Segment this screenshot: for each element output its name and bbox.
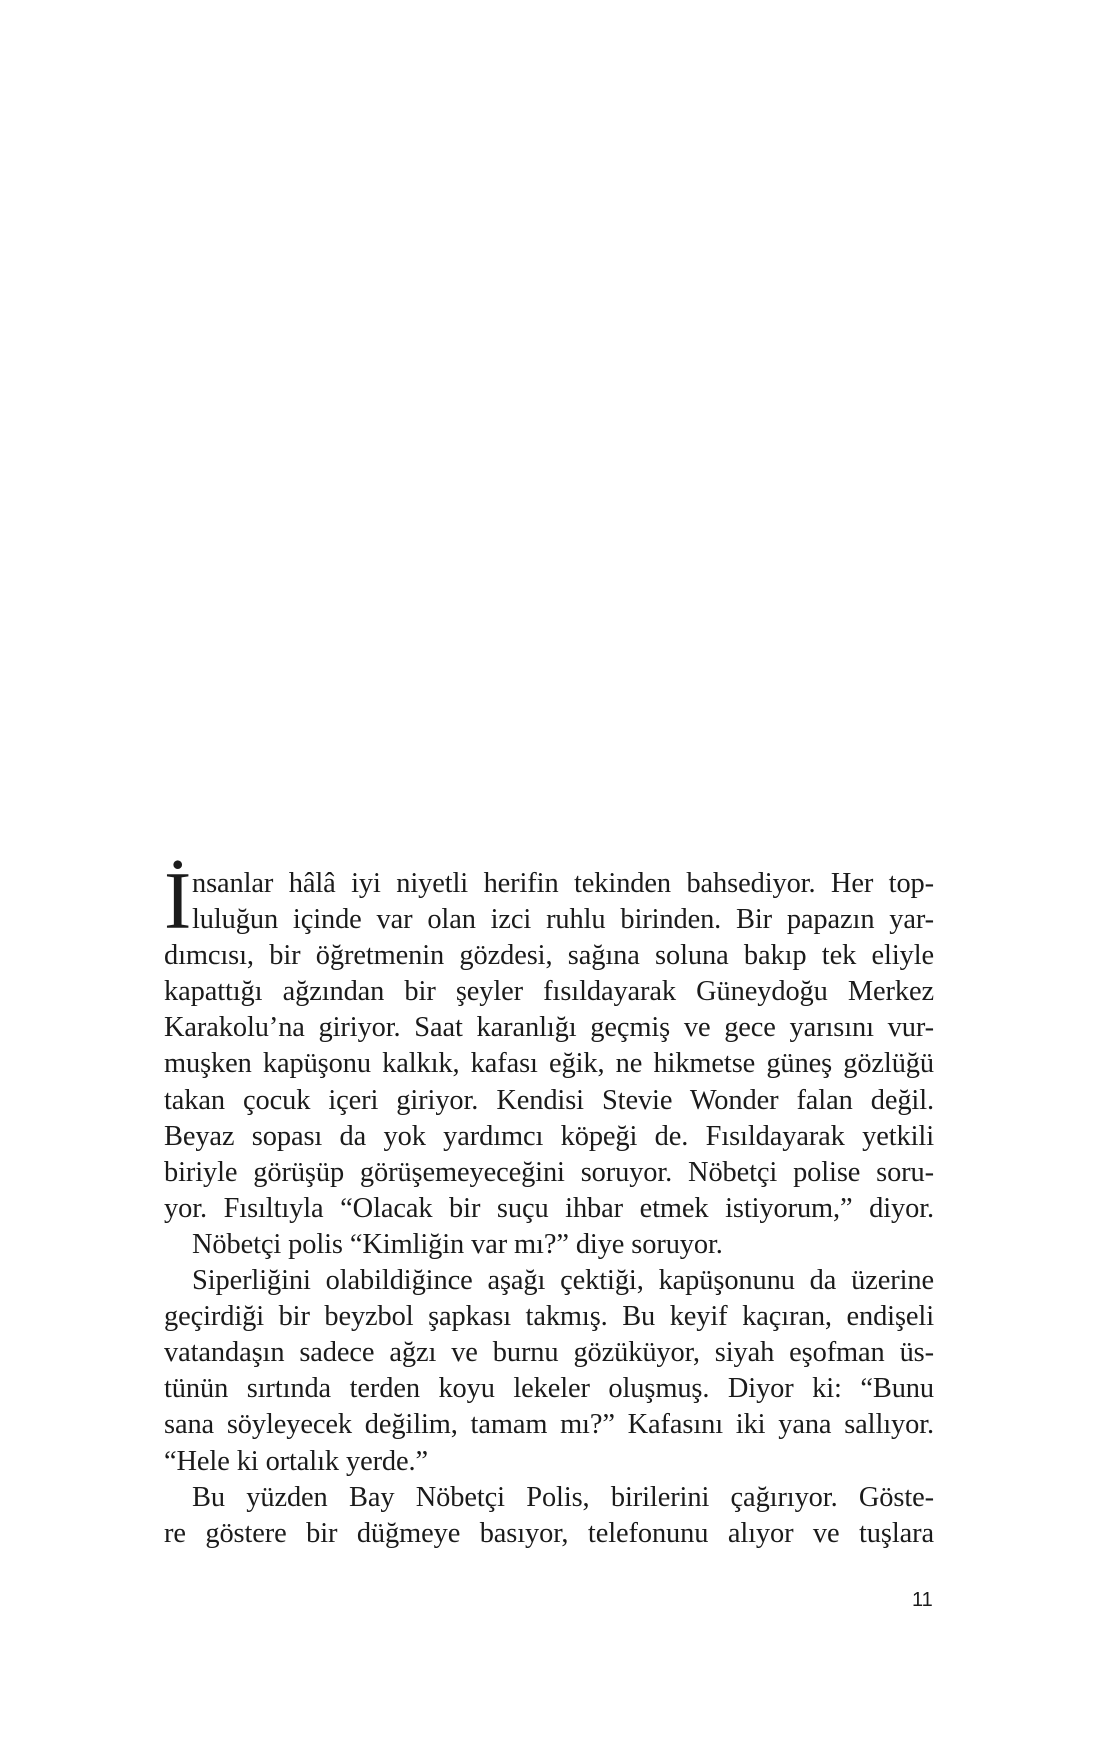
text-line: sana söyleyecek değilim, tamam mı?” Kafasını iki yana sallıyor. <box>164 1409 934 1441</box>
text-line: Bu yüzden Bay Nöbetçi Polis, birilerini çağırıyor. Göste- <box>192 1481 934 1513</box>
text-line: Nöbetçi polis “Kimliğin var mı?” diye soruyor. <box>192 1228 723 1260</box>
text-line: biriyle görüşüp görüşemeyeceğini soruyor. Nöbetçi polise soru- <box>164 1156 934 1188</box>
text-line: luluğun içinde var olan izci ruhlu birinden. Bir papazın yar- <box>192 904 934 936</box>
text-line: Siperliğini olabildiğince aşağı çektiği, kapüşonunu da üzerine <box>192 1265 934 1297</box>
text-line: takan çocuk içeri giriyor. Kendisi Stevie Wonder falan değil. <box>164 1084 934 1116</box>
text-line: geçirdiği bir beyzbol şapkası takmış. Bu keyif kaçıran, endişeli <box>164 1301 934 1333</box>
text-line: vatandaşın sadece ağzı ve burnu gözüküyor, siyah eşofman üs- <box>164 1337 934 1369</box>
text-line: muşken kapüşonu kalkık, kafası eğik, ne hikmetse güneş gözlüğü <box>164 1048 934 1080</box>
text-line: tünün sırtında terden koyu lekeler oluşmuş. Diyor ki: “Bunu <box>164 1373 934 1405</box>
text-line: kapattığı ağzından bir şeyler fısıldayarak Güneydoğu Merkez <box>164 976 934 1008</box>
text-line: Beyaz sopası da yok yardımcı köpeği de. Fısıldayarak yetkili <box>164 1120 934 1152</box>
text-line: “Hele ki ortalık yerde.” <box>164 1445 429 1477</box>
text-line: nsanlar hâlâ iyi niyetli herifin tekinden bahsediyor. Her top- <box>192 868 934 899</box>
drop-cap: İ <box>164 855 192 946</box>
text-line: dımcısı, bir öğretmenin gözdesi, sağına soluna bakıp tek eliyle <box>164 940 934 972</box>
text-line: re göstere bir düğmeye basıyor, telefonunu alıyor ve tuşlara <box>164 1517 934 1549</box>
text-line: yor. Fısıltıyla “Olacak bir suçu ihbar etmek istiyorum,” diyor. <box>164 1192 934 1224</box>
text-line: Karakolu’na giriyor. Saat karanlığı geçmiş ve gece yarısını vur- <box>164 1012 934 1044</box>
page-number: 11 <box>912 1589 933 1611</box>
body-text <box>164 855 934 1552</box>
